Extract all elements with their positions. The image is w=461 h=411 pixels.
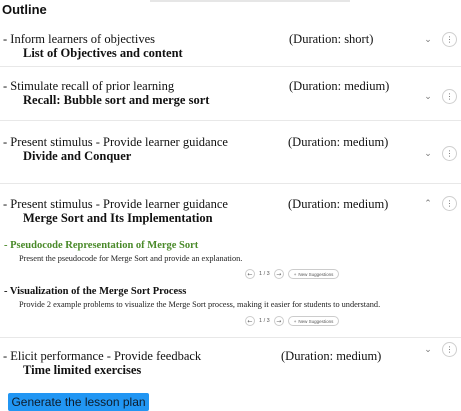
plus-icon: + bbox=[293, 318, 297, 324]
section-events: - Inform learners of objectives bbox=[3, 32, 156, 46]
suggestion-pager bbox=[245, 269, 339, 279]
divider bbox=[0, 66, 461, 67]
new-suggestions-label: New Suggestions bbox=[298, 318, 334, 324]
divider bbox=[0, 120, 461, 121]
new-suggestions-button[interactable] bbox=[288, 269, 340, 279]
subsection-description: Provide 2 example problems to visualize the Merge Sort process, making it easier for students to understand. bbox=[19, 300, 381, 309]
chevron-up-icon[interactable]: ⌃ bbox=[424, 199, 432, 209]
section-duration: (Duration: short) bbox=[289, 32, 374, 46]
section-events: - Elicit performance - Provide feedback bbox=[3, 349, 202, 363]
divider bbox=[0, 337, 461, 338]
section-events: - Stimulate recall of prior learning bbox=[3, 79, 175, 93]
more-vertical-icon[interactable]: ⋮ bbox=[442, 32, 457, 47]
section-events: - Present stimulus - Provide learner guidance bbox=[3, 197, 228, 211]
new-suggestions-label: New Suggestions bbox=[298, 271, 334, 277]
suggestion-pager bbox=[245, 316, 339, 326]
chevron-down-icon[interactable]: ⌄ bbox=[424, 35, 432, 45]
chevron-down-icon[interactable]: ⌄ bbox=[424, 345, 432, 355]
generate-lesson-plan-button[interactable]: Generate the lesson plan bbox=[8, 393, 149, 411]
section-duration: (Duration: medium) bbox=[281, 349, 382, 363]
section-title[interactable]: List of Objectives and content bbox=[23, 46, 183, 60]
section-title[interactable]: Recall: Bubble sort and merge sort bbox=[23, 93, 210, 107]
chevron-down-icon[interactable]: ⌄ bbox=[424, 92, 432, 102]
section-title[interactable]: Merge Sort and Its Implementation bbox=[23, 211, 213, 225]
more-vertical-icon[interactable]: ⋮ bbox=[442, 89, 457, 104]
arrow-right-icon[interactable]: → bbox=[274, 269, 284, 279]
pager-count: 1 / 3 bbox=[259, 318, 270, 324]
more-vertical-icon[interactable]: ⋮ bbox=[442, 146, 457, 161]
arrow-left-icon[interactable]: ← bbox=[245, 316, 255, 326]
outline-title: Outline bbox=[2, 2, 47, 17]
arrow-right-icon[interactable]: → bbox=[274, 316, 284, 326]
arrow-left-icon[interactable]: ← bbox=[245, 269, 255, 279]
more-vertical-icon[interactable]: ⋮ bbox=[442, 196, 457, 211]
more-vertical-icon[interactable]: ⋮ bbox=[442, 342, 457, 357]
top-scroll-edge bbox=[150, 0, 350, 2]
pager-count: 1 / 3 bbox=[259, 271, 270, 277]
subsection-title[interactable]: - Pseudocode Representation of Merge Sort bbox=[4, 240, 199, 251]
chevron-down-icon[interactable]: ⌄ bbox=[424, 149, 432, 159]
subsection-title[interactable]: - Visualization of the Merge Sort Process bbox=[4, 286, 187, 297]
section-title[interactable]: Time limited exercises bbox=[23, 363, 142, 377]
new-suggestions-button[interactable] bbox=[288, 316, 340, 326]
plus-icon: + bbox=[293, 271, 297, 277]
section-duration: (Duration: medium) bbox=[289, 79, 390, 93]
section-title[interactable]: Divide and Conquer bbox=[23, 149, 132, 163]
subsection-description: Present the pseudocode for Merge Sort and provide an explanation. bbox=[19, 254, 243, 263]
section-duration: (Duration: medium) bbox=[288, 135, 389, 149]
divider bbox=[0, 183, 461, 184]
section-duration: (Duration: medium) bbox=[288, 197, 389, 211]
section-events: - Present stimulus - Provide learner guidance bbox=[3, 135, 228, 149]
